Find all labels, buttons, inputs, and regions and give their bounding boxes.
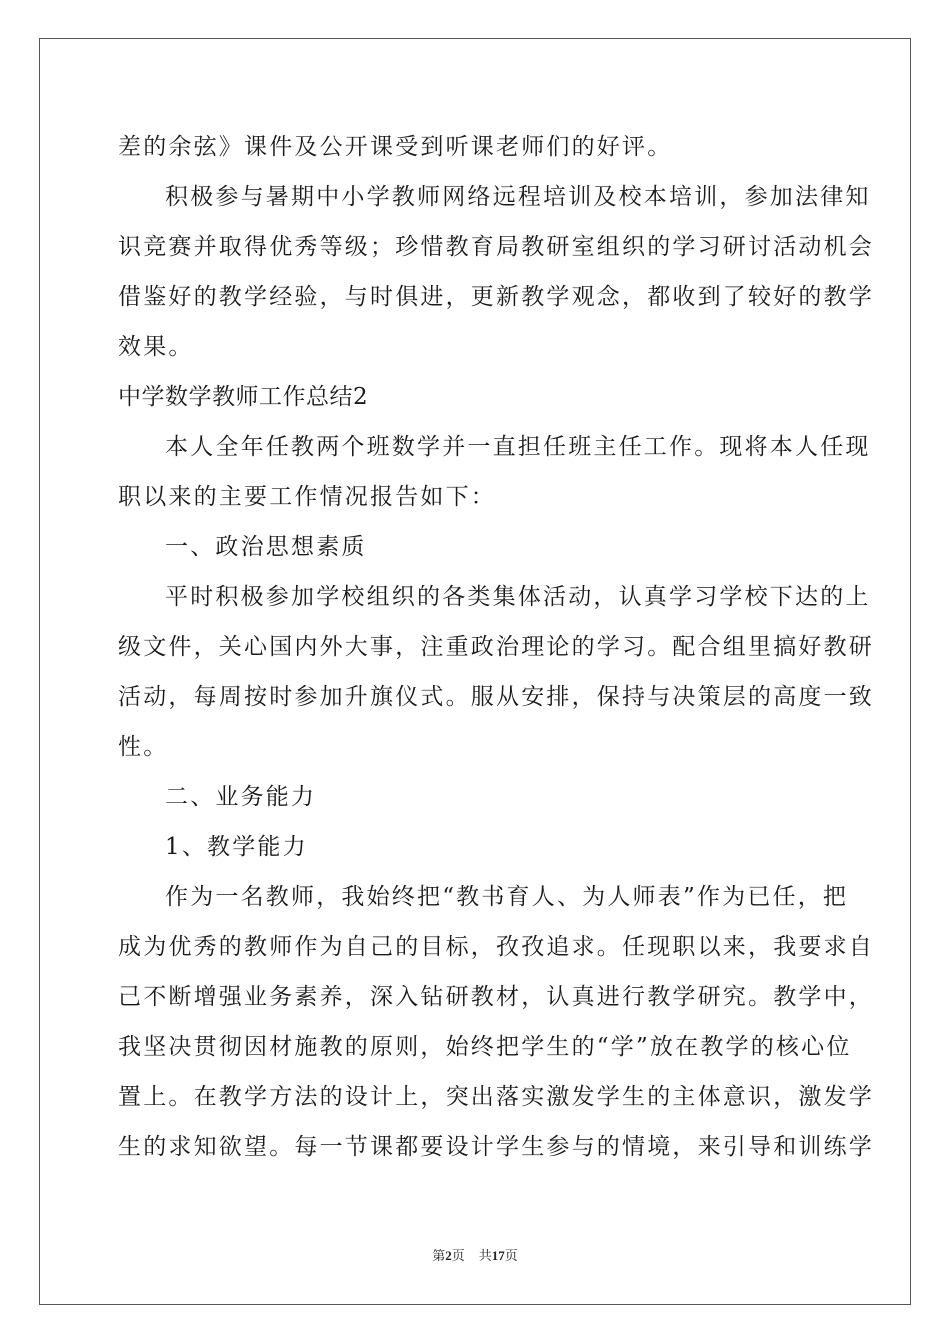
paragraph-line: 差的余弦》课件及公开课受到听课老师们的好评。	[118, 134, 673, 160]
page-label-suffix: 页	[451, 1249, 465, 1264]
paragraph-line: 平时积极参加学校组织的各类集体活动，认真学习学校下达的上	[165, 584, 871, 610]
paragraph-line: 置上。在教学方法的设计上，突出落实激发学生的主体意识，激发学	[118, 1084, 874, 1110]
paragraph-line: 本人全年任教两个班数学并一直担任班主任工作。现将本人任现	[165, 434, 871, 460]
document-body	[118, 122, 874, 1172]
paragraph-line: 生的求知欲望。每一节课都要设计学生参与的情境，来引导和训练学	[118, 1134, 874, 1160]
paragraph-line: 职以来的主要工作情况报告如下：	[118, 484, 496, 510]
paragraph-line: 成为优秀的教师作为自己的目标，孜孜追求。任现职以来，我要求自	[118, 934, 874, 960]
total-pages: 17	[491, 1248, 505, 1263]
paragraph-line: 我坚决贯彻因材施教的原则，始终把学生的“学”放在教学的核心位	[118, 1034, 852, 1060]
page-label-prefix: 第	[432, 1249, 446, 1264]
page-number: 2	[445, 1248, 452, 1263]
paragraph-line: 借鉴好的教学经验，与时俱进，更新教学观念，都收到了较好的教学	[118, 284, 874, 310]
subsection-heading: 1、教学能力	[165, 834, 308, 860]
paragraph-line: 级文件，关心国内外大事，注重政治理论的学习。配合组里搞好教研	[118, 634, 874, 660]
total-label-prefix: 共	[478, 1249, 492, 1264]
paragraph-line: 作为一名教师，我始终把“教书育人、为人师表”作为已任，把	[165, 884, 849, 910]
page-footer	[0, 1245, 950, 1264]
subsection-heading: 二、业务能力	[165, 784, 317, 810]
paragraph-line: 性。	[118, 734, 169, 760]
paragraph-line: 积极参与暑期中小学教师网络远程培训及校本培训，参加法律知	[165, 184, 871, 210]
section-title: 中学数学教师工作总结2	[118, 384, 369, 410]
total-label-suffix: 页	[504, 1249, 518, 1264]
paragraph-line: 识竞赛并取得优秀等级；珍惜教育局教研室组织的学习研讨活动机会	[118, 234, 874, 260]
subsection-heading: 一、政治思想素质	[165, 534, 367, 560]
paragraph-line: 效果。	[118, 334, 194, 360]
paragraph-line: 己不断增强业务素养，深入钻研教材，认真进行教学研究。教学中，	[118, 984, 874, 1010]
paragraph-line: 活动，每周按时参加升旗仪式。服从安排，保持与决策层的高度一致	[118, 684, 874, 710]
